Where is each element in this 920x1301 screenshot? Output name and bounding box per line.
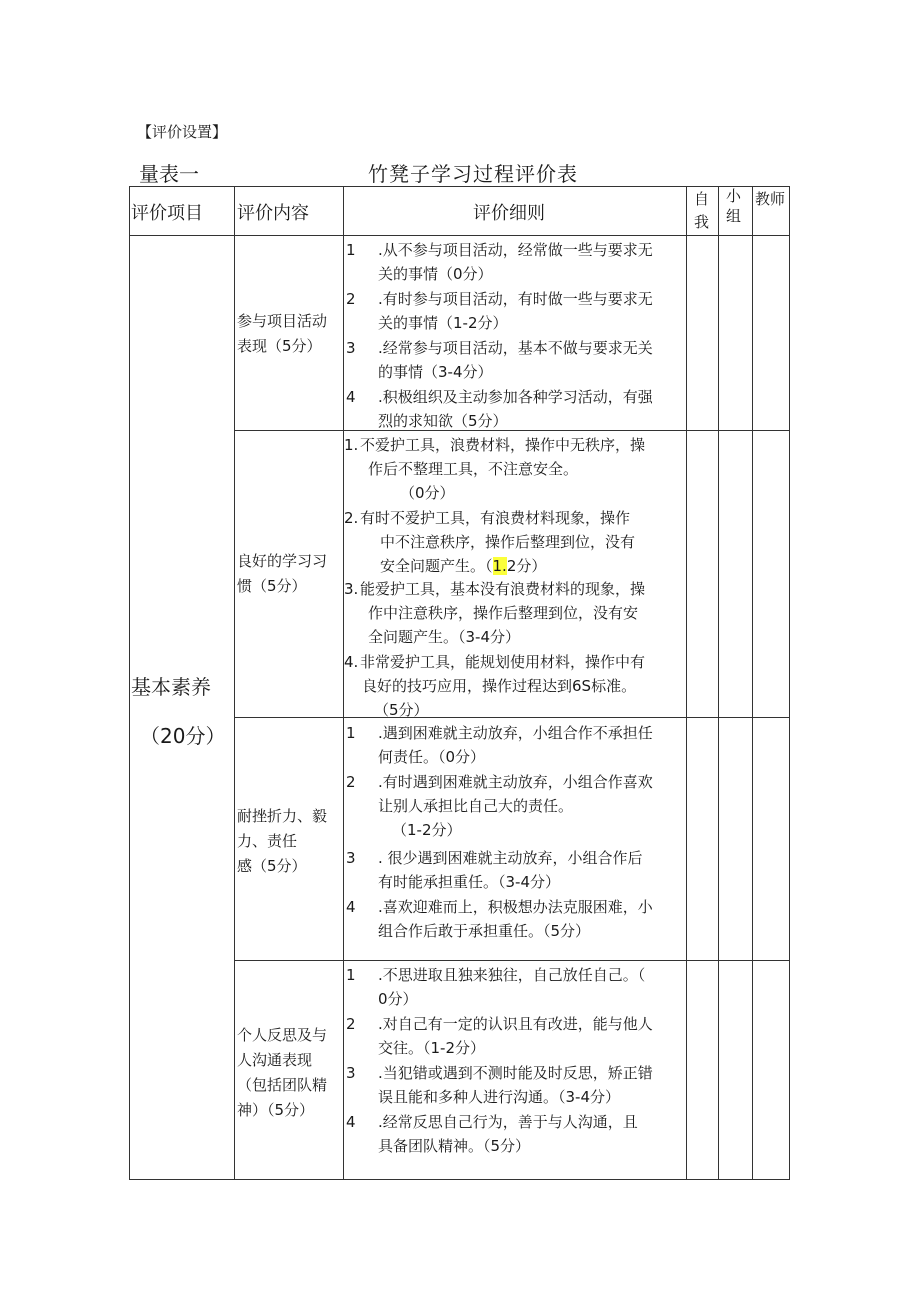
col-divider-details: [686, 186, 687, 1180]
highlighted-score-text: 1.: [492, 557, 507, 575]
rule-item: 2 .有时遇到困难就主动放弃，小组合作喜欢 让别人承担比自己大的责任。 （1-2分）: [346, 773, 653, 839]
header-group-2: 组: [726, 207, 742, 225]
document-title: 竹凳子学习过程评价表: [368, 162, 578, 186]
content-label: 个人反思及与 人沟通表现 （包括团队精 神）（5分）: [237, 1026, 328, 1119]
header-self-1: 自: [694, 190, 710, 208]
category-score: （20分）: [140, 724, 226, 748]
rule-item: 3 .当犯错或遇到不测时能及时反思，矫正错 误且能和多种人进行沟通。（3-4分）: [346, 1064, 653, 1106]
rule-item: 4 .喜欢迎难而上，积极想办法克服困难，小 组合作后敢于承担重任。（5分）: [346, 898, 653, 940]
header-details: 评价细则: [473, 203, 545, 224]
table-border-top: [129, 186, 790, 187]
row-divider-3: [234, 960, 790, 961]
content-label: 参与项目活动 表现（5分）: [237, 312, 328, 355]
rule-item: 4 .积极组织及主动参加各种学习活动，有强 烈的求知欲（5分）: [346, 388, 653, 430]
section-heading-note: 【评价设置】: [137, 123, 228, 141]
rule-item: 2 .对自己有一定的认识且有改进，能与他人 交往。（1-2分）: [346, 1015, 653, 1057]
rule-item: 1 .不思进取且独来独往，自己放任自己。（ 0分）: [346, 966, 646, 1008]
header-teacher: 教师: [755, 190, 786, 208]
rule-item: 4 .经常反思自己行为，善于与人沟通，且 具备团队精神。（5分）: [346, 1113, 638, 1155]
scale-label: 量表一: [139, 162, 199, 186]
col-divider-item: [234, 186, 235, 1180]
header-group-1: 小: [726, 187, 742, 205]
rule-item: 3 . 很少遇到困难就主动放弃，小组合作后 有时能承担重任。（3-4分）: [346, 849, 643, 891]
content-label: 良好的学习习 惯（5分）: [237, 552, 328, 595]
content-label: 耐挫折力、毅 力、责任 感（5分）: [237, 807, 328, 875]
col-divider-self: [718, 186, 719, 1180]
rule-item: 1 .从不参与项目活动，经常做一些与要求无 关的事情（0分）: [346, 241, 653, 283]
rule-item: 1. 不爱护工具，浪费材料，操作中无秩序，操 作后不整理工具，不注意安全。 （0分）: [344, 436, 646, 502]
header-item: 评价项目: [131, 203, 203, 224]
rule-item: 3 .经常参与项目活动，基本不做与要求无关 的事情（3-4分）: [346, 339, 653, 381]
rule-item: 4. 非常爱护工具，能规划使用材料，操作中有 良好的技巧应用，操作过程达到6S标准。 （5分）: [344, 653, 646, 719]
table-border-right: [789, 186, 790, 1180]
table-border-left: [129, 186, 130, 1180]
header-content: 评价内容: [237, 203, 309, 224]
table-border-bottom: [129, 1179, 790, 1180]
rule-item: 3. 能爱护工具，基本没有浪费材料的现象，操 作中注意秩序，操作后整理到位，没有安 全问题产生。（3-4分）: [344, 580, 646, 646]
header-self-2: 我: [694, 213, 710, 231]
category-name: 基本素养: [131, 675, 211, 699]
header-divider: [129, 235, 790, 236]
rule-item: 2 .有时参与项目活动，有时做一些与要求无 关的事情（1-2分）: [346, 290, 653, 332]
col-divider-group: [752, 186, 753, 1180]
rule-item: 2. 有时不爱护工具，有浪费材料现象，操作 中不注意秩序，操作后整理到位，没有 安全问题产生。（1.2分）: [344, 509, 636, 575]
rule-item: 1 .遇到困难就主动放弃，小组合作不承担任 何责任。（0分）: [346, 724, 653, 766]
